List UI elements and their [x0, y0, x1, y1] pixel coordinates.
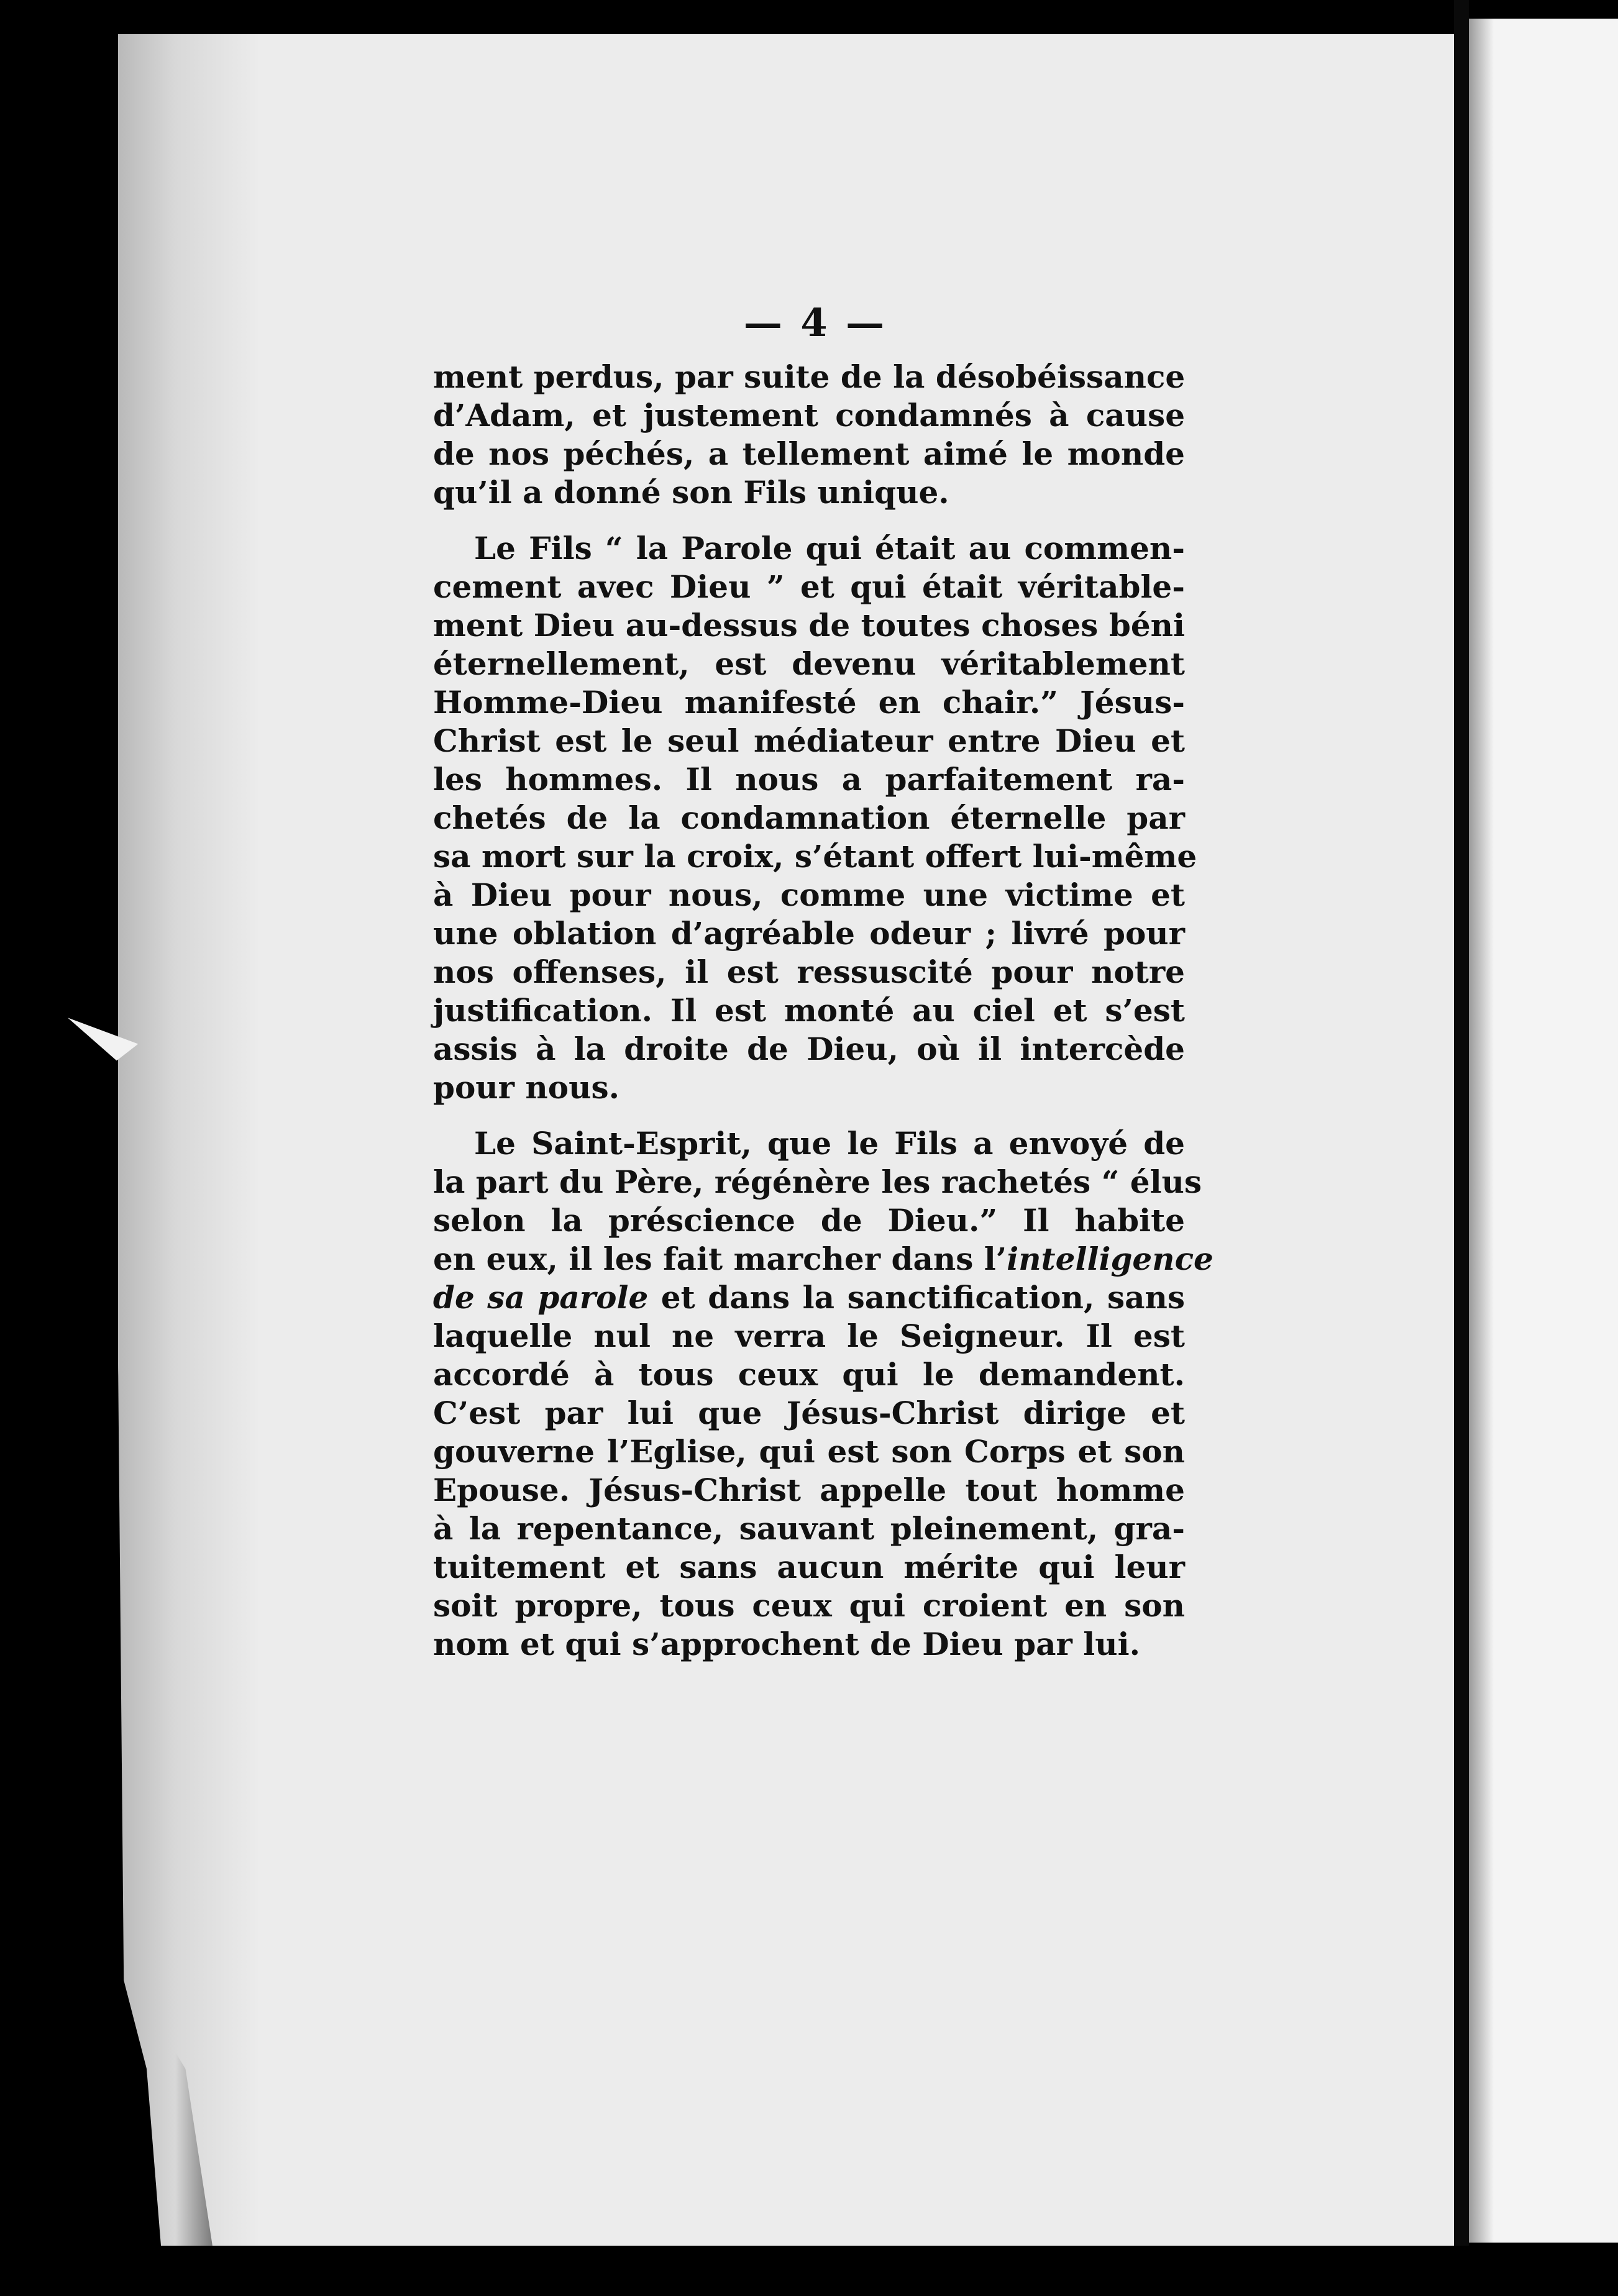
text-line: justification. Il est monté au ciel et s’est: [433, 992, 1185, 1029]
text-line: sa mort sur la croix, s’étant offert lui-même: [433, 838, 1197, 875]
text-line: qu’il a donné son Fils unique.: [433, 474, 949, 511]
text-line: chetés de la condamnation éternelle par: [433, 800, 1185, 836]
text-line: les hommes. Il nous a parfaitement ra-: [433, 761, 1185, 798]
scan-border: [0, 2246, 1618, 2296]
text-line: de sa parole et dans la sanctification, sans: [433, 1279, 1185, 1316]
text-line: d’Adam, et justement condamnés à cause: [433, 397, 1185, 434]
text-line: à la repentance, sauvant pleinement, gra-: [433, 1510, 1185, 1547]
text-line: ment perdus, par suite de la désobéissance: [433, 358, 1186, 395]
text-line: nos offenses, il est ressuscité pour notre: [433, 954, 1185, 990]
page-number: — 4 —: [743, 300, 887, 345]
text-line: une oblation d’agréable odeur ; livré pour: [433, 915, 1185, 952]
text-line: Homme-Dieu manifesté en chair.” Jésus-: [433, 684, 1185, 721]
text-line: à Dieu pour nous, comme une victime et: [433, 877, 1185, 913]
text-line: tuitement et sans aucun mérite qui leur: [433, 1549, 1185, 1585]
binding-gutter: [1454, 0, 1469, 2296]
text-line: Le Fils “ la Parole qui était au commen-: [474, 530, 1185, 567]
text-line: en eux, il les fait marcher dans l’intelligence: [433, 1241, 1214, 1277]
text-line: pour nous.: [433, 1069, 620, 1106]
text-line: Christ est le seul médiateur entre Dieu et: [433, 722, 1185, 759]
text-line: Le Saint-Esprit, que le Fils a envoyé de: [474, 1125, 1185, 1162]
adjacent-page-shadow: [1469, 19, 1494, 2243]
page-edge-shadow: [118, 34, 261, 2246]
text-line: soit propre, tous ceux qui croient en son: [433, 1587, 1185, 1624]
text-line: éternellement, est devenu véritablement: [433, 645, 1185, 682]
text-line: C’est par lui que Jésus-Christ dirige et: [433, 1395, 1185, 1431]
text-line: laquelle nul ne verra le Seigneur. Il est: [433, 1318, 1185, 1354]
text-line: ment Dieu au-dessus de toutes choses béni: [433, 607, 1185, 644]
text-line: accordé à tous ceux qui le demandent.: [433, 1356, 1185, 1393]
paragraph-2: [433, 529, 1197, 1107]
text-line: de nos péchés, a tellement aimé le monde: [433, 435, 1185, 472]
text-line: nom et qui s’approchent de Dieu par lui.: [433, 1626, 1141, 1662]
text-line: selon la préscience de Dieu.” Il habite: [433, 1202, 1185, 1239]
paragraph-1: [433, 358, 1185, 512]
text-line: la part du Père, régénère les rachetés “ élus: [433, 1164, 1202, 1200]
body-text: [433, 292, 1214, 1681]
italic-phrase: intelligence: [1007, 1241, 1214, 1277]
text-line: Epouse. Jésus-Christ appelle tout homme: [433, 1472, 1185, 1508]
text-line: cement avec Dieu ” et qui était véritable-: [433, 568, 1185, 605]
text-line: gouverne l’Eglise, qui est son Corps et son: [433, 1433, 1185, 1470]
paragraph-3: [433, 1124, 1214, 1664]
text-line: assis à la droite de Dieu, où il intercède: [433, 1031, 1185, 1067]
italic-phrase: de sa parole: [433, 1279, 649, 1316]
